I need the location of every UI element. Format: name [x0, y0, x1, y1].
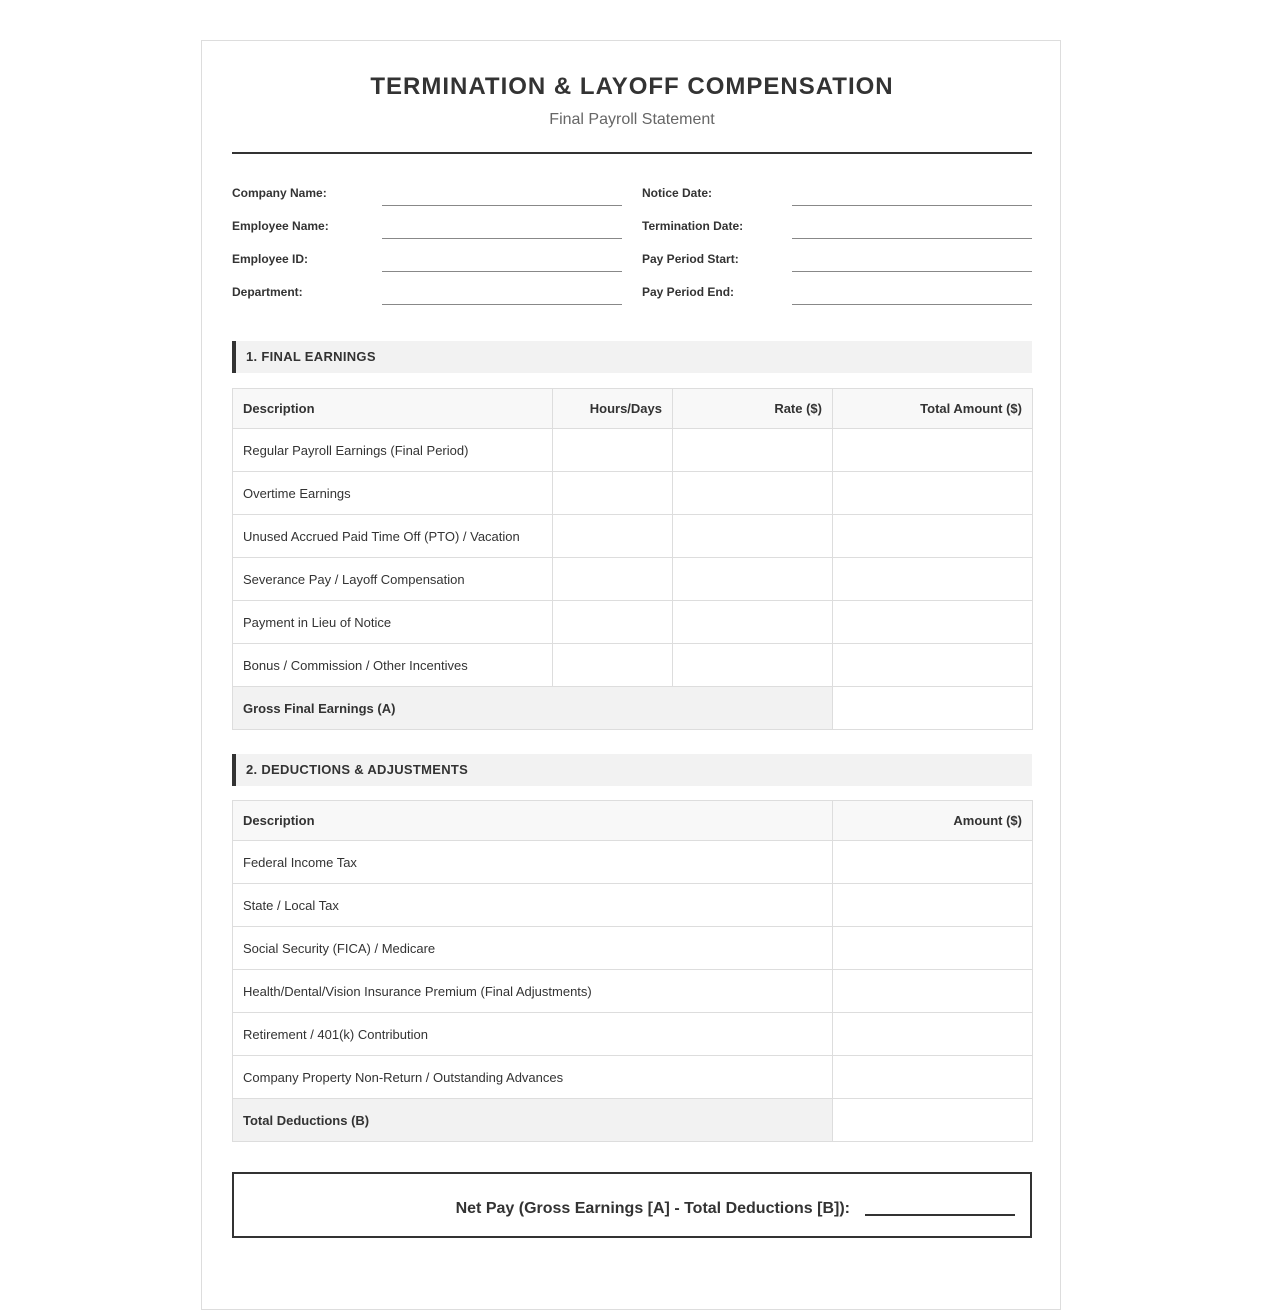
hours-cell[interactable]: [553, 429, 673, 472]
rate-cell[interactable]: [673, 429, 833, 472]
department-input-line[interactable]: [382, 280, 622, 305]
deduction-row-description: Health/Dental/Vision Insurance Premium (Final Adjustments): [233, 970, 833, 1013]
employee-id-field: [232, 247, 622, 272]
pay-period-start-input-line[interactable]: [792, 247, 1032, 272]
earnings-section-title: 1. FINAL EARNINGS: [246, 349, 376, 364]
earnings-section-header: [232, 341, 1032, 373]
gross-earnings-label: Gross Final Earnings (A): [233, 687, 833, 730]
rate-cell[interactable]: [673, 644, 833, 687]
pay-period-start-field: [642, 247, 1032, 272]
deductions-section-header: [232, 754, 1032, 786]
department-label: Department:: [232, 285, 303, 299]
total-deductions-label: Total Deductions (B): [233, 1099, 833, 1142]
pay-period-end-label: Pay Period End:: [642, 285, 735, 299]
gross-earnings-total-row: [233, 687, 1033, 730]
deduction-row-description: State / Local Tax: [233, 884, 833, 927]
company-name-label: Company Name:: [232, 186, 327, 200]
amount-cell[interactable]: [833, 970, 1033, 1013]
amount-cell[interactable]: [833, 644, 1033, 687]
rate-cell[interactable]: [673, 601, 833, 644]
earnings-row-description: Payment in Lieu of Notice: [233, 601, 553, 644]
table-row: [233, 970, 1033, 1013]
earnings-table: [232, 388, 1033, 730]
net-pay-input-line[interactable]: [865, 1214, 1015, 1216]
document-subtitle: Final Payroll Statement: [549, 111, 715, 128]
hours-cell[interactable]: [553, 515, 673, 558]
hours-cell[interactable]: [553, 558, 673, 601]
hours-cell[interactable]: [553, 601, 673, 644]
hours-cell[interactable]: [553, 644, 673, 687]
earnings-col-total: Total Amount ($): [833, 389, 1033, 429]
employee-id-input-line[interactable]: [382, 247, 622, 272]
earnings-header-row: [233, 389, 1033, 429]
amount-cell[interactable]: [833, 1056, 1033, 1099]
title-divider: [232, 152, 1032, 154]
total-deductions-row: [233, 1099, 1033, 1142]
total-deductions-amount-cell[interactable]: [833, 1099, 1033, 1142]
pay-period-end-input-line[interactable]: [792, 280, 1032, 305]
deduction-row-description: Federal Income Tax: [233, 841, 833, 884]
deductions-section-title: 2. DEDUCTIONS & ADJUSTMENTS: [246, 762, 469, 777]
table-row: [233, 841, 1033, 884]
company-name-input-line[interactable]: [382, 181, 622, 206]
table-row: [233, 429, 1033, 472]
pay-period-start-label: Pay Period Start:: [642, 252, 739, 266]
amount-cell[interactable]: [833, 884, 1033, 927]
table-row: [233, 1056, 1033, 1099]
document-page: [201, 40, 1061, 1310]
notice-date-field: [642, 181, 1032, 206]
department-field: [232, 280, 622, 305]
termination-date-field: [642, 214, 1032, 239]
termination-date-input-line[interactable]: [792, 214, 1032, 239]
rate-cell[interactable]: [673, 558, 833, 601]
amount-cell[interactable]: [833, 472, 1033, 515]
earnings-row-description: Bonus / Commission / Other Incentives: [233, 644, 553, 687]
deduction-row-description: Social Security (FICA) / Medicare: [233, 927, 833, 970]
earnings-col-rate: Rate ($): [673, 389, 833, 429]
document-title: TERMINATION & LAYOFF COMPENSATION: [370, 73, 894, 100]
table-row: [233, 1013, 1033, 1056]
rate-cell[interactable]: [673, 515, 833, 558]
net-pay-label: Net Pay (Gross Earnings [A] - Total Deductions [B]):: [455, 1200, 850, 1217]
earnings-col-description: Description: [233, 389, 553, 429]
rate-cell[interactable]: [673, 472, 833, 515]
table-row: [233, 927, 1033, 970]
deductions-table: [232, 800, 1033, 1142]
earnings-row-description: Regular Payroll Earnings (Final Period): [233, 429, 553, 472]
table-row: [233, 601, 1033, 644]
table-row: [233, 558, 1033, 601]
employee-name-label: Employee Name:: [232, 219, 329, 233]
gross-earnings-amount-cell[interactable]: [833, 687, 1033, 730]
net-pay-box: [232, 1172, 1032, 1238]
deductions-col-description: Description: [233, 801, 833, 841]
table-row: [233, 884, 1033, 927]
hours-cell[interactable]: [553, 472, 673, 515]
earnings-col-hours: Hours/Days: [553, 389, 673, 429]
amount-cell[interactable]: [833, 429, 1033, 472]
amount-cell[interactable]: [833, 841, 1033, 884]
pay-period-end-field: [642, 280, 1032, 305]
table-row: [233, 644, 1033, 687]
amount-cell[interactable]: [833, 558, 1033, 601]
amount-cell[interactable]: [833, 1013, 1033, 1056]
deduction-row-description: Retirement / 401(k) Contribution: [233, 1013, 833, 1056]
employee-name-field: [232, 214, 622, 239]
table-row: [233, 472, 1033, 515]
earnings-row-description: Severance Pay / Layoff Compensation: [233, 558, 553, 601]
amount-cell[interactable]: [833, 927, 1033, 970]
deduction-row-description: Company Property Non-Return / Outstanding Advances: [233, 1056, 833, 1099]
notice-date-label: Notice Date:: [642, 186, 713, 200]
termination-date-label: Termination Date:: [642, 219, 744, 233]
deductions-header-row: [233, 801, 1033, 841]
amount-cell[interactable]: [833, 601, 1033, 644]
deductions-col-amount: Amount ($): [833, 801, 1033, 841]
employee-name-input-line[interactable]: [382, 214, 622, 239]
notice-date-input-line[interactable]: [792, 181, 1032, 206]
company-name-field: [232, 181, 622, 206]
earnings-row-description: Overtime Earnings: [233, 472, 553, 515]
employee-id-label: Employee ID:: [232, 252, 309, 266]
earnings-row-description: Unused Accrued Paid Time Off (PTO) / Vacation: [233, 515, 553, 558]
table-row: [233, 515, 1033, 558]
amount-cell[interactable]: [833, 515, 1033, 558]
